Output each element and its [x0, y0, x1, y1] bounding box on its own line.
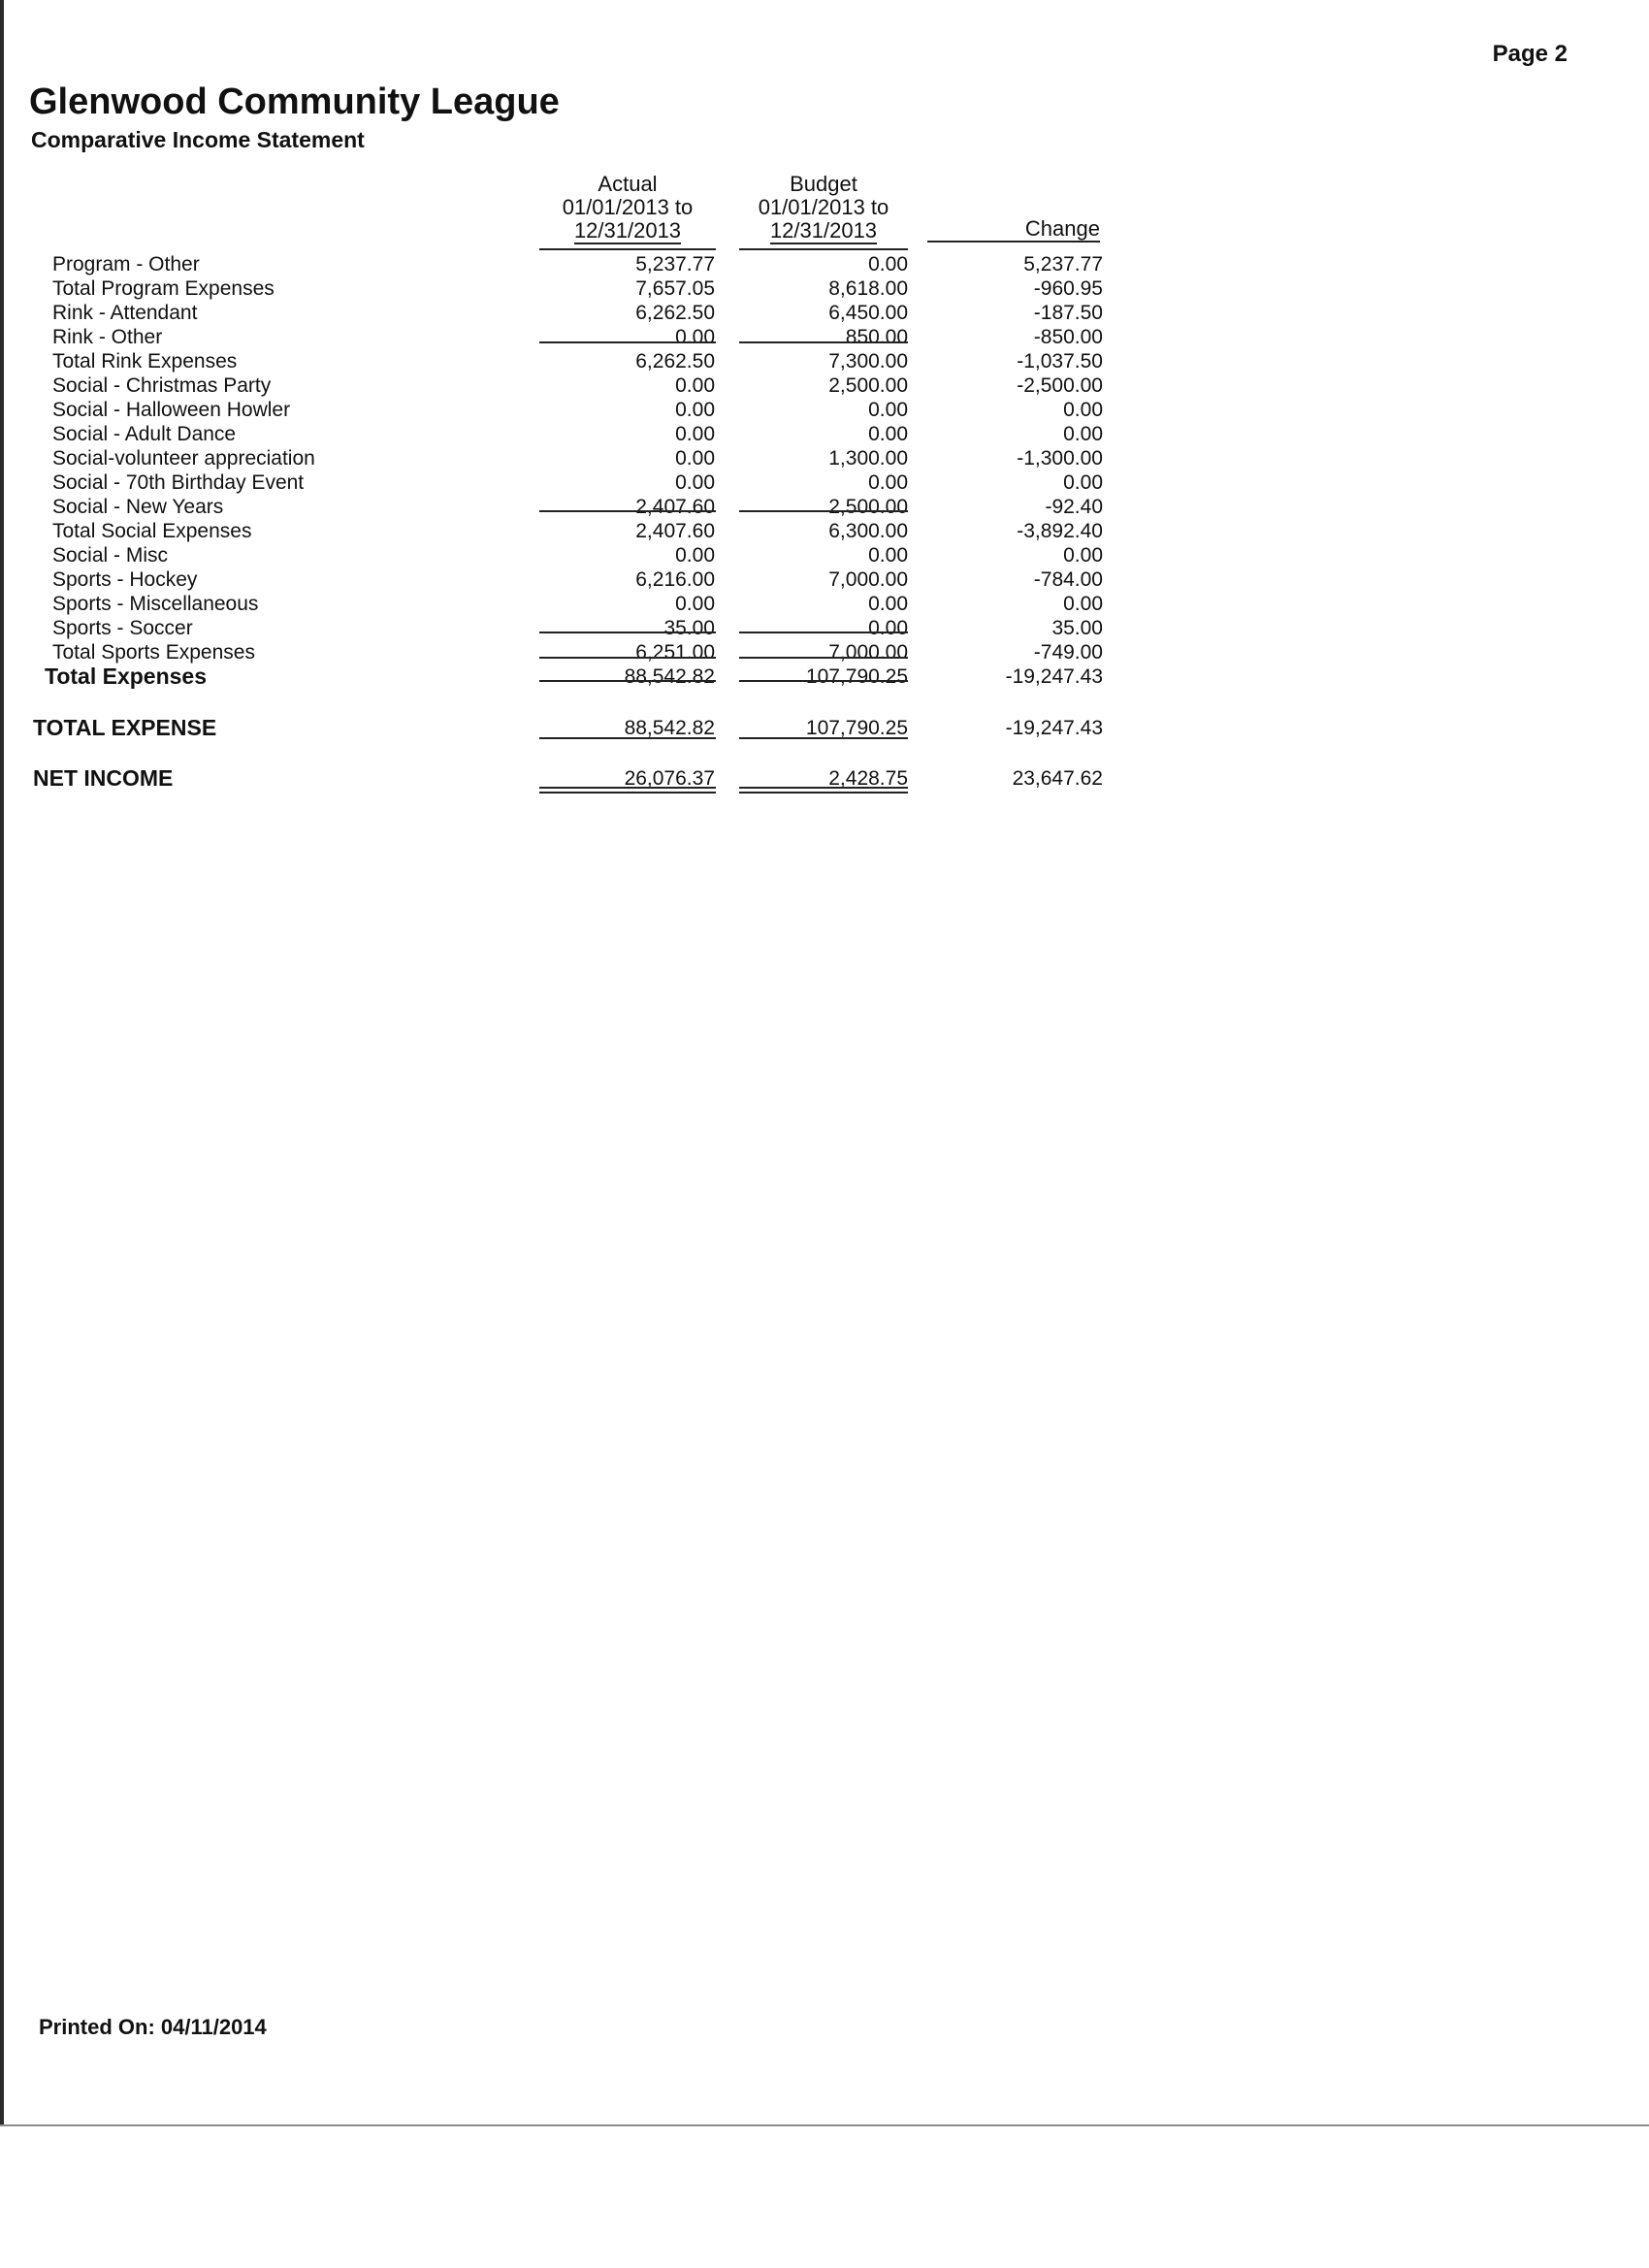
row-budget: 6,300.00	[828, 520, 908, 542]
row-budget: 107,790.25	[805, 665, 908, 688]
row-budget: 1,300.00	[828, 447, 908, 470]
row-budget: 7,000.00	[828, 568, 908, 591]
row-change: 0.00	[1063, 423, 1103, 445]
rule	[539, 657, 716, 659]
row-label: Social - Halloween Howler	[52, 399, 291, 421]
row-budget: 2,500.00	[828, 496, 908, 518]
row-change: -187.50	[1033, 302, 1103, 324]
column-header-actual-line3: 12/31/2013	[573, 218, 682, 243]
column-header-budget	[739, 173, 908, 244]
row-change: -749.00	[1033, 641, 1103, 664]
column-header-change: Change	[927, 217, 1100, 243]
column-header-actual	[539, 173, 716, 244]
rule	[539, 787, 716, 789]
row-actual: 7,657.05	[635, 277, 715, 300]
statement-row	[0, 567, 1649, 592]
statement-row	[0, 252, 1649, 276]
rule	[739, 632, 908, 633]
rule	[539, 248, 716, 250]
row-actual: 0.00	[675, 423, 715, 445]
report-title: Comparative Income Statement	[31, 127, 365, 152]
total-expense-label: TOTAL EXPENSE	[33, 715, 217, 740]
row-change: -960.95	[1033, 277, 1103, 300]
statement-row	[0, 301, 1649, 325]
row-change: 0.00	[1063, 593, 1103, 615]
statement-row	[0, 495, 1649, 519]
row-change: 0.00	[1063, 544, 1103, 567]
row-actual: 6,216.00	[635, 568, 715, 591]
printed-on: Printed On: 04/11/2014	[39, 2015, 267, 2039]
rule	[739, 737, 908, 739]
row-label: Rink - Other	[52, 326, 163, 348]
row-label: Program - Other	[52, 253, 200, 275]
row-label: Total Sports Expenses	[52, 641, 255, 664]
page-number: Page 2	[1492, 41, 1568, 67]
rule	[739, 657, 908, 659]
rule	[539, 510, 716, 512]
statement-row	[0, 592, 1649, 616]
statement-row	[0, 398, 1649, 422]
row-label: Sports - Hockey	[52, 568, 198, 591]
row-budget: 2,500.00	[828, 374, 908, 397]
row-change: 0.00	[1063, 471, 1103, 494]
row-actual: 0.00	[675, 471, 715, 494]
row-label: Rink - Attendant	[52, 302, 198, 324]
rule	[539, 341, 716, 343]
row-label: Sports - Miscellaneous	[52, 593, 259, 615]
row-change: 5,237.77	[1023, 253, 1103, 275]
total-expense-budget: 107,790.25	[805, 717, 908, 739]
row-budget: 0.00	[868, 617, 908, 639]
column-header-actual-line1: Actual	[598, 172, 658, 196]
row-actual: 35.00	[663, 617, 715, 639]
row-label: Total Expenses	[45, 664, 208, 689]
row-actual: 0.00	[675, 399, 715, 421]
statement-row	[0, 422, 1649, 446]
row-label: Total Program Expenses	[52, 277, 275, 300]
row-budget: 0.00	[868, 423, 908, 445]
row-actual: 2,407.60	[635, 520, 715, 542]
statement-row	[0, 325, 1649, 349]
rule	[539, 737, 716, 739]
row-change: 35.00	[1051, 617, 1103, 639]
net-income-actual: 26,076.37	[624, 767, 715, 790]
row-budget: 0.00	[868, 471, 908, 494]
row-label: Social - Adult Dance	[52, 423, 237, 445]
row-actual: 6,262.50	[635, 302, 715, 324]
row-change: -2,500.00	[1017, 374, 1103, 397]
row-actual: 6,262.50	[635, 350, 715, 373]
statement-row	[0, 664, 1649, 689]
column-header-actual-line2: 01/01/2013 to	[562, 195, 694, 219]
statement-row	[0, 349, 1649, 373]
row-actual: 0.00	[675, 374, 715, 397]
row-label: Social - Misc	[52, 544, 169, 567]
row-budget: 8,618.00	[828, 277, 908, 300]
row-change: -19,247.43	[1005, 665, 1103, 688]
row-label: Sports - Soccer	[52, 617, 193, 639]
row-change: -3,892.40	[1017, 520, 1103, 542]
row-label: Total Rink Expenses	[52, 350, 238, 373]
row-budget: 0.00	[868, 593, 908, 615]
statement-row	[0, 446, 1649, 470]
row-actual: 0.00	[675, 593, 715, 615]
row-label: Social - Christmas Party	[52, 374, 272, 397]
row-budget: 0.00	[868, 544, 908, 567]
rule	[739, 341, 908, 343]
row-change: -1,037.50	[1017, 350, 1103, 373]
net-income-label: NET INCOME	[33, 765, 174, 791]
statement-row	[0, 470, 1649, 495]
rule	[739, 680, 908, 682]
scan-edge-line	[0, 2124, 1649, 2126]
row-label: Total Social Expenses	[52, 520, 252, 542]
row-change: -1,300.00	[1017, 447, 1103, 470]
row-budget: 0.00	[868, 399, 908, 421]
row-actual: 0.00	[675, 326, 715, 348]
row-change: 0.00	[1063, 399, 1103, 421]
row-budget: 6,450.00	[828, 302, 908, 324]
rule	[539, 680, 716, 682]
total-expense-change: -19,247.43	[1005, 717, 1103, 739]
net-income-change: 23,647.62	[1012, 767, 1103, 790]
row-budget: 850.00	[845, 326, 908, 348]
row-budget: 7,300.00	[828, 350, 908, 373]
rule	[739, 248, 908, 250]
column-header-budget-line2: 01/01/2013 to	[758, 195, 889, 219]
row-actual: 2,407.60	[635, 496, 715, 518]
row-label: Social - New Years	[52, 496, 224, 518]
column-header-budget-line3: 12/31/2013	[769, 218, 878, 243]
rule	[539, 792, 716, 794]
row-actual: 88,542.82	[624, 665, 715, 688]
statement-row	[0, 616, 1649, 640]
rule	[739, 792, 908, 794]
statement-row	[0, 519, 1649, 543]
rule	[739, 787, 908, 789]
row-actual: 6,251.00	[635, 641, 715, 664]
row-actual: 0.00	[675, 544, 715, 567]
row-change: -92.40	[1045, 496, 1103, 518]
row-change: -850.00	[1033, 326, 1103, 348]
row-label: Social-volunteer appreciation	[52, 447, 315, 470]
statement-row	[0, 276, 1649, 301]
column-header-budget-line1: Budget	[790, 172, 857, 196]
row-actual: 0.00	[675, 447, 715, 470]
statement-row	[0, 640, 1649, 664]
row-budget: 0.00	[868, 253, 908, 275]
rule	[539, 632, 716, 633]
row-change: -784.00	[1033, 568, 1103, 591]
net-income-budget: 2,428.75	[828, 767, 908, 790]
statement-row	[0, 543, 1649, 567]
row-actual: 5,237.77	[635, 253, 715, 275]
rule	[739, 510, 908, 512]
total-expense-actual: 88,542.82	[624, 717, 715, 739]
row-label: Social - 70th Birthday Event	[52, 471, 305, 494]
organization-name: Glenwood Community League	[29, 81, 560, 122]
row-budget: 7,000.00	[828, 641, 908, 664]
statement-row	[0, 373, 1649, 398]
